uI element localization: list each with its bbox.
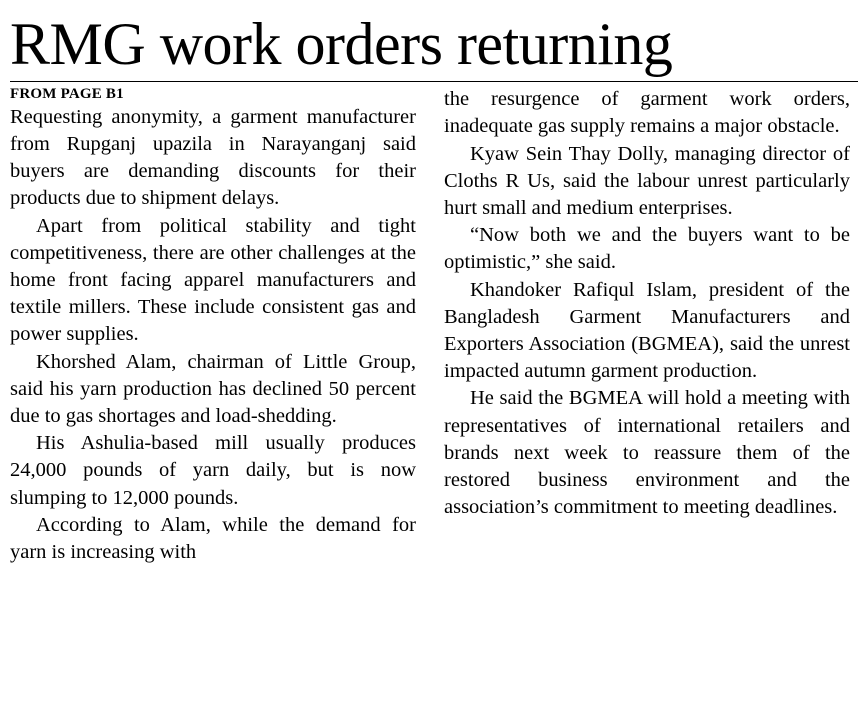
paragraph: He said the BGMEA will hold a meeting with representatives of international retailers and brands next week to reassure them of the restored business environment and the association’s commitment to meeting deadlines. — [444, 387, 850, 519]
jumpline: FROM PAGE B1 — [10, 86, 124, 103]
article-column-right — [444, 86, 850, 521]
paragraph: Kyaw Sein Thay Dolly, managing director of Cloths R Us, said the labour unrest particularly hurt small and medium enterprises. — [444, 142, 850, 219]
article-columns — [10, 86, 858, 566]
paragraph: Khandoker Rafiqul Islam, president of the Bangladesh Garment Manufacturers and Exporters Association (BGMEA), said the unrest impacted autumn garment production. — [444, 278, 850, 383]
paragraph: His Ashulia-based mill usually produces 24,000 pounds of yarn daily, but is now slumping to 12,000 pounds. — [10, 432, 416, 509]
article-column-left — [10, 86, 416, 566]
paragraph: Khorshed Alam, chairman of Little Group, said his yarn production has declined 50 percent due to gas shortages and load-shedding. — [10, 350, 416, 427]
paragraph: the resurgence of garment work orders, inadequate gas supply remains a major obstacle. — [444, 88, 850, 138]
headline-divider — [10, 81, 858, 82]
paragraph: Requesting anonymity, a garment manufacturer from Rupganj upazila in Narayanganj said buyers are demanding discounts for their products due to shipment delays. — [10, 105, 416, 210]
paragraph: According to Alam, while the demand for yarn is increasing with — [10, 513, 416, 563]
page-title: RMG work orders returning — [10, 11, 673, 77]
paragraph: “Now both we and the buyers want to be optimistic,” she said. — [444, 224, 850, 274]
paragraph: Apart from political stability and tight competitiveness, there are other challenges at the home front facing apparel manufacturers and textile millers. These include consistent gas and power supplies. — [10, 214, 416, 346]
